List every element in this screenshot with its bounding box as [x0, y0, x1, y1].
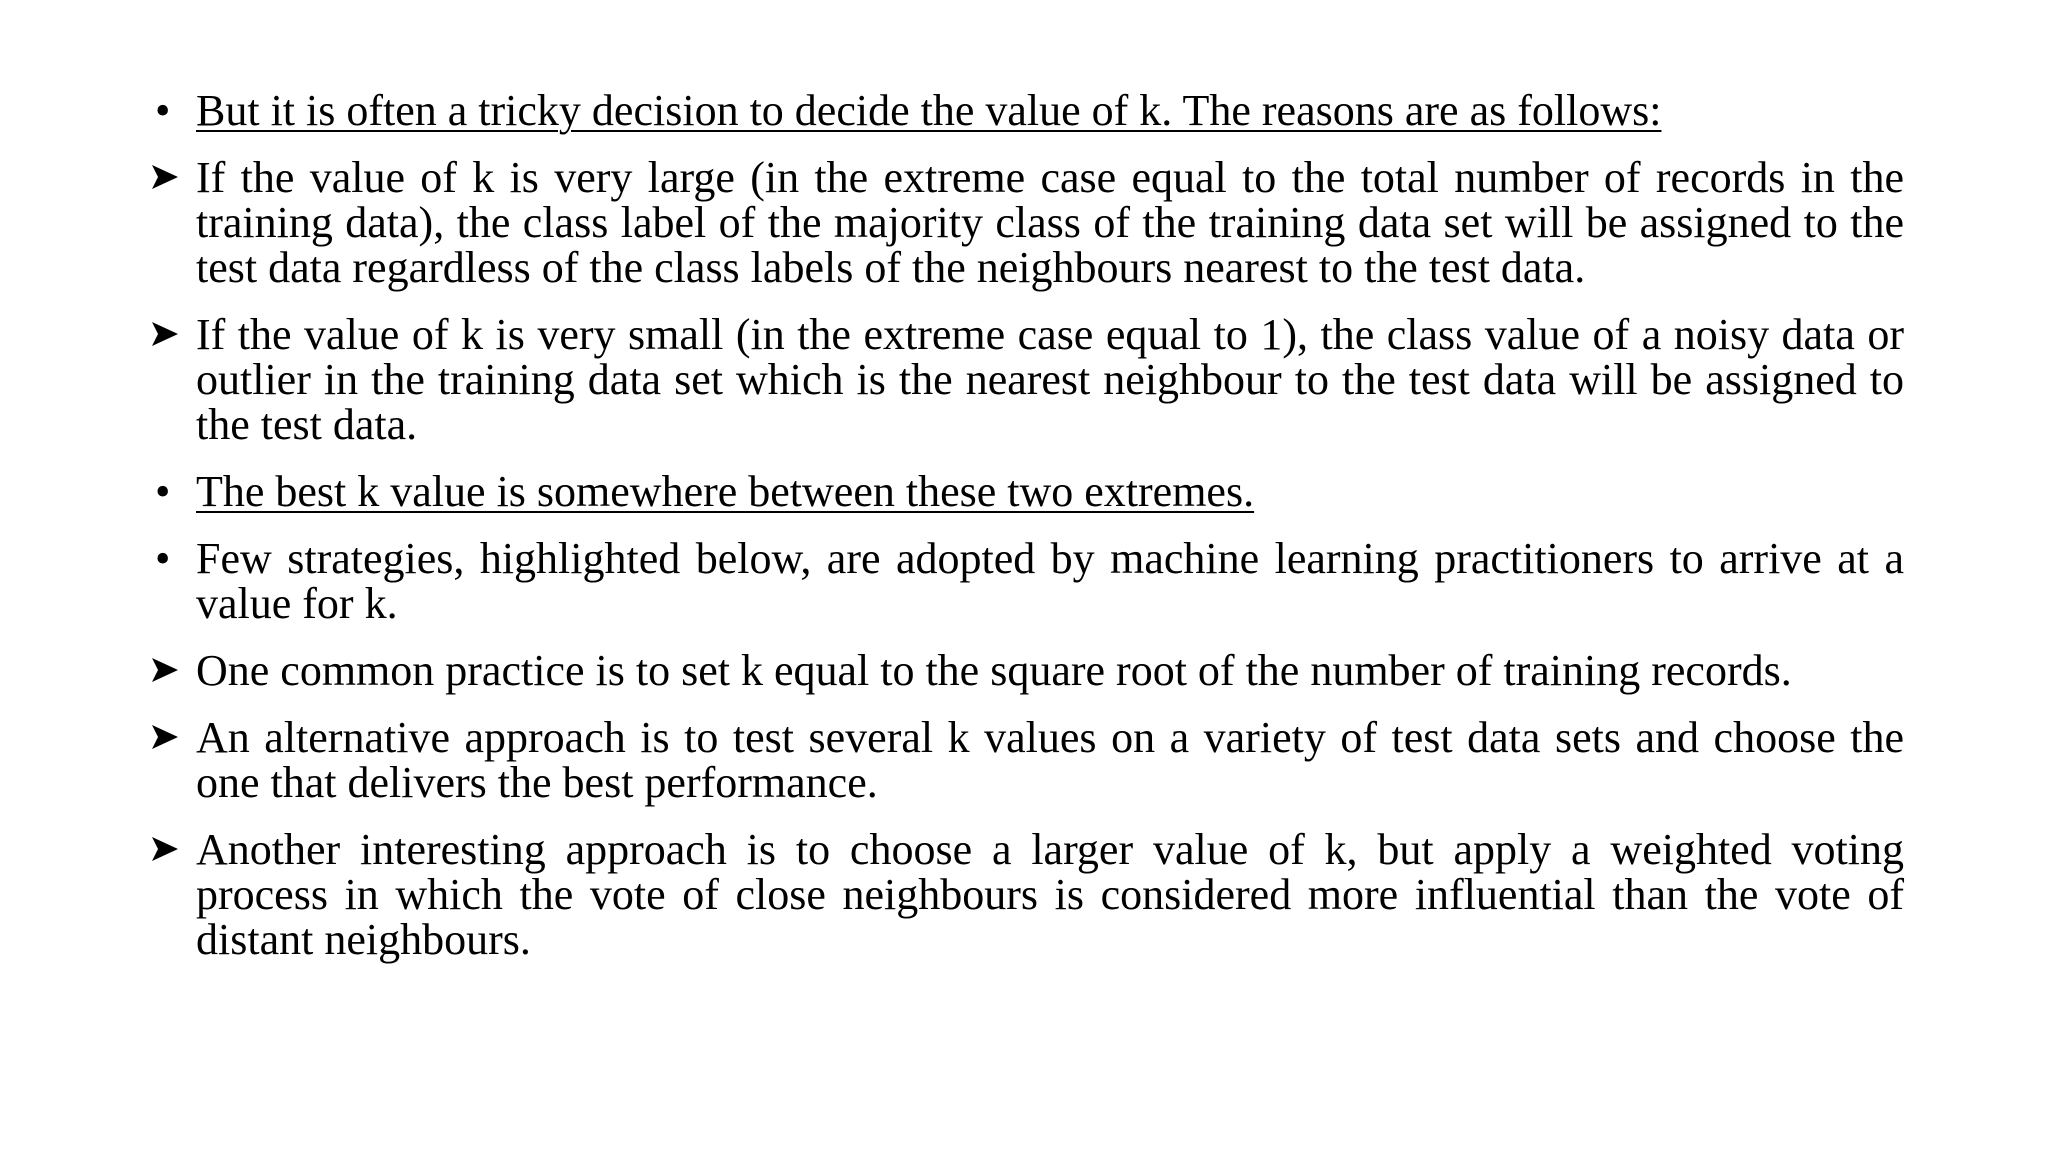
bullet-dot-icon: • — [155, 86, 171, 135]
bullet-dot-icon: • — [155, 534, 171, 583]
list-item-weighted-voting — [150, 827, 1904, 962]
arrowhead-bullet-icon — [150, 835, 186, 865]
item-text: But it is often a tricky decision to decide the value of k. The reasons are as follows: — [196, 86, 1662, 135]
item-text: Another interesting approach is to choose a larger value of k, but apply a weighted voting process in which the vote of close neighbours is considered more influential than the vote of distant neighbours. — [196, 825, 1904, 964]
item-text: The best k value is somewhere between these two extremes. — [196, 467, 1255, 516]
item-text: If the value of k is very large (in the extreme case equal to the total number of records in the training data), the class label of the majority class of the training data set will be assigned to the test data regardless of the class labels of the neighbours nearest to the test data. — [196, 153, 1904, 292]
arrowhead-bullet-icon — [150, 723, 186, 753]
item-text: One common practice is to set k equal to the square root of the number of training records. — [196, 646, 1792, 695]
arrowhead-bullet-icon — [150, 163, 186, 193]
list-item-square-root — [150, 648, 1904, 693]
arrowhead-bullet-icon — [150, 656, 186, 686]
list-item-strategies — [150, 536, 1904, 626]
list-item-test-several — [150, 715, 1904, 805]
bullet-dot-icon: • — [155, 467, 171, 516]
list-item-small-k — [150, 312, 1904, 447]
arrowhead-bullet-icon — [150, 320, 186, 350]
list-item-reasons-intro — [150, 88, 1904, 133]
slide-body — [150, 88, 1904, 984]
list-item-best-k — [150, 469, 1904, 514]
item-text: Few strategies, highlighted below, are adopted by machine learning practitioners to arrive at a value for k. — [196, 534, 1904, 628]
item-text: An alternative approach is to test several k values on a variety of test data sets and choose the one that delivers the best performance. — [196, 713, 1904, 807]
list-item-large-k — [150, 155, 1904, 290]
item-text: If the value of k is very small (in the extreme case equal to 1), the class value of a noisy data or outlier in the training data set which is the nearest neighbour to the test data will be assigned to the test data. — [196, 310, 1904, 449]
